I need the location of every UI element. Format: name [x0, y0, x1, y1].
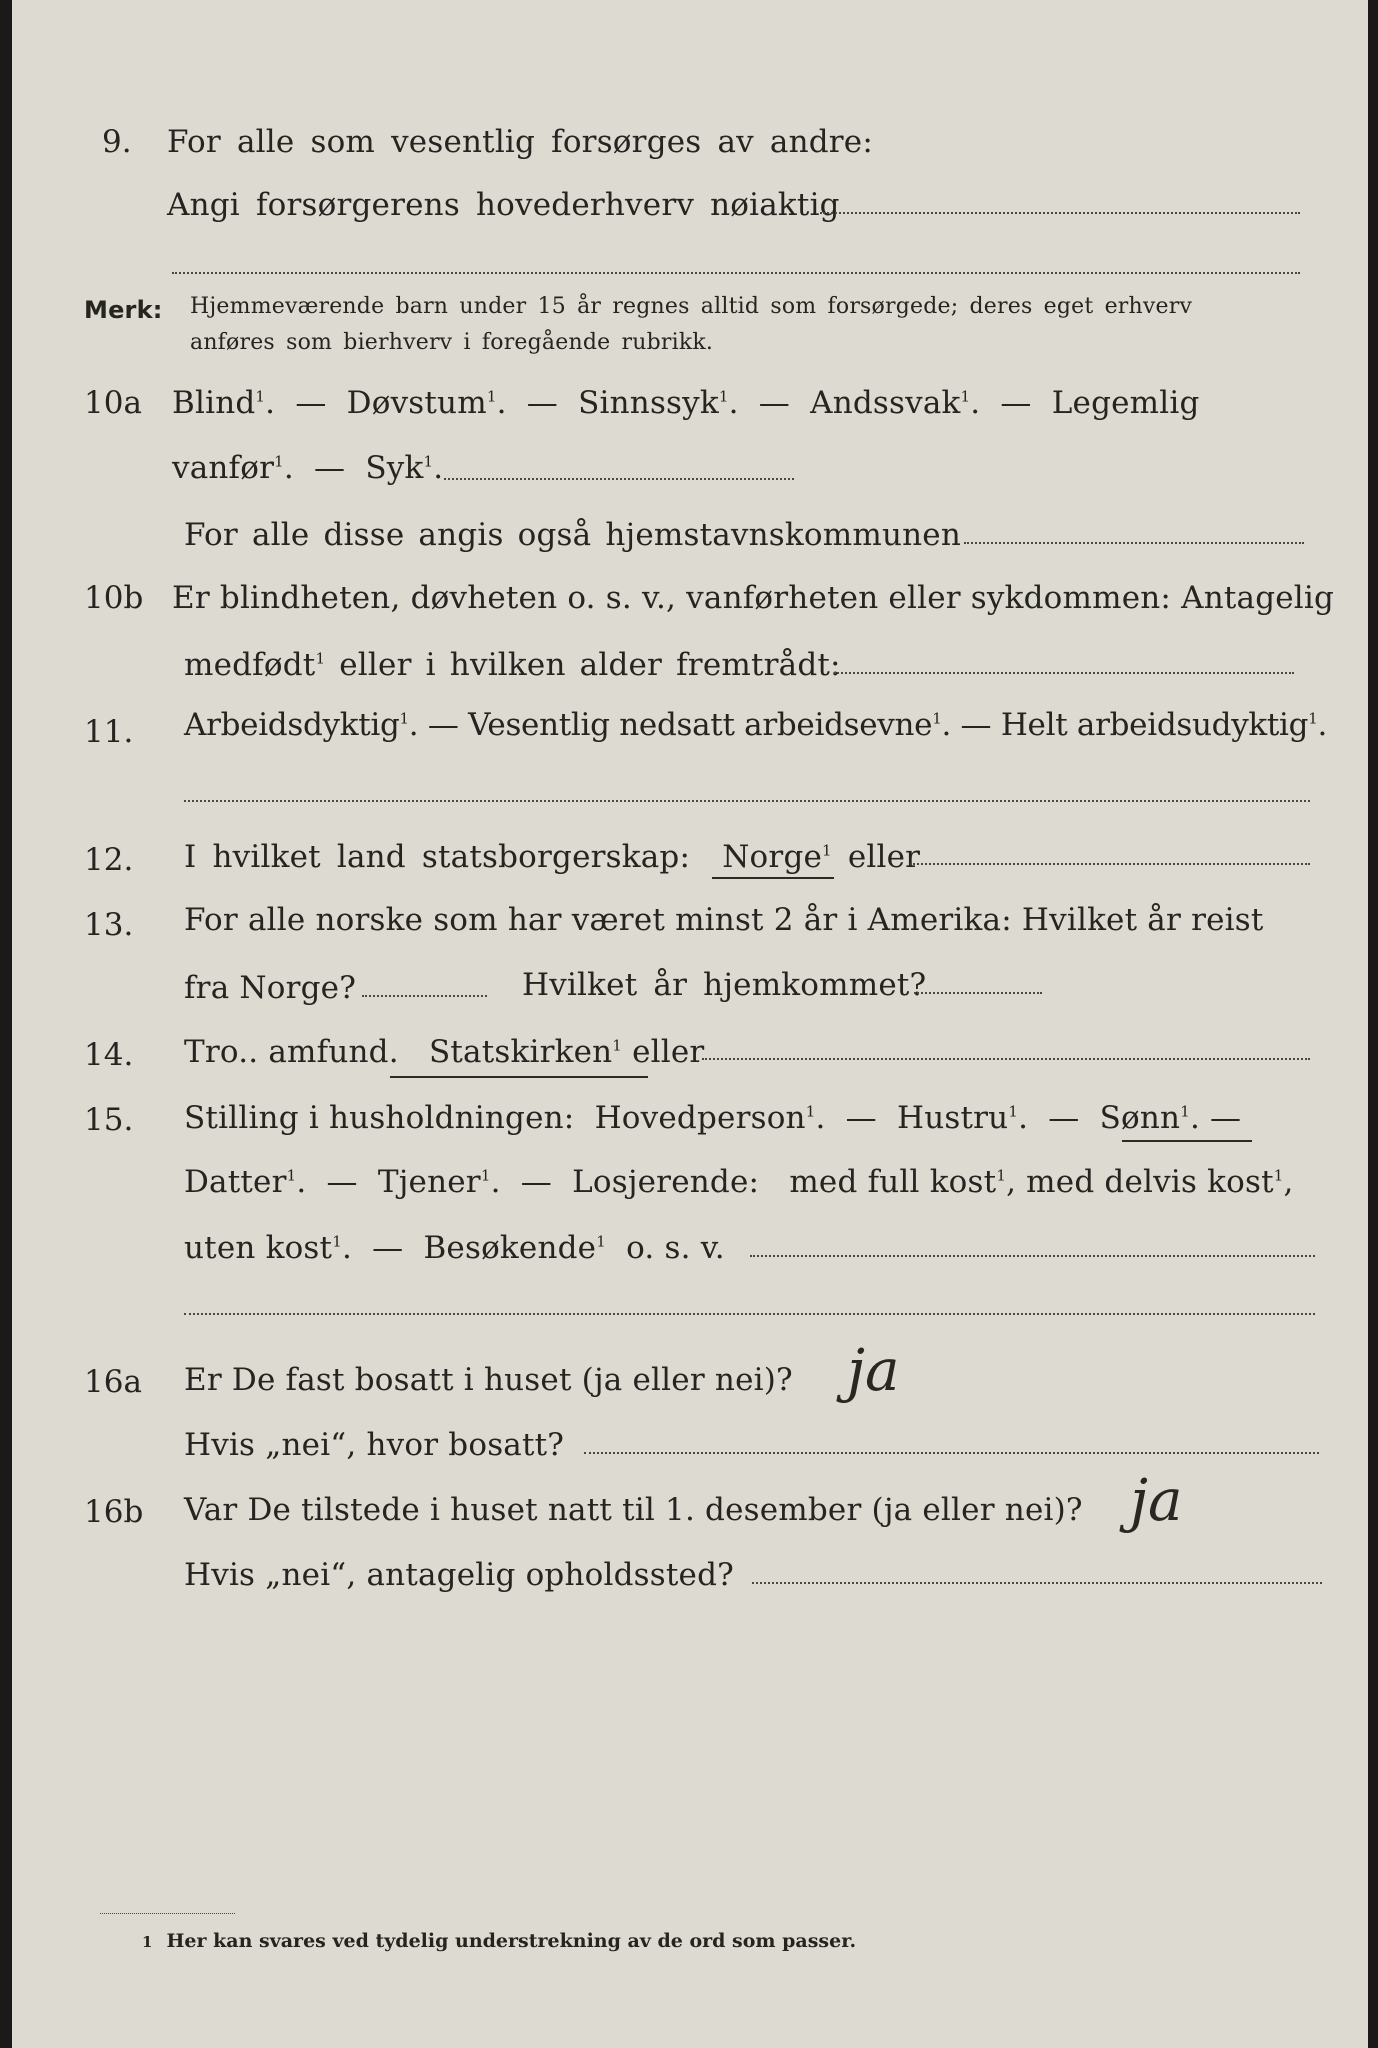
item-number-13: 13.	[84, 907, 134, 943]
item-number-9: 9.	[102, 124, 132, 160]
option-norge: Norge	[722, 839, 823, 875]
item-number-15: 15.	[84, 1102, 134, 1138]
answer-line	[184, 800, 1310, 802]
answer-line	[172, 272, 1300, 274]
footnote-text: Her kan svares ved tydelig understrekning av de ord som passer.	[166, 1930, 857, 1952]
q16a-line1: Er De fast bosatt i huset (ja eller nei)?	[184, 1362, 793, 1398]
answer-line	[362, 995, 487, 997]
answer-line	[820, 212, 1300, 214]
item-number-11: 11.	[84, 714, 134, 750]
q16b-line1: Var De tilstede i huset natt til 1. desember (ja eller nei)?	[184, 1492, 1083, 1528]
option-andssvak: Andssvak	[810, 385, 961, 421]
q10a-line1: Blind$^1$. — Døvstum$^1$. — Sinnssyk$^1$. — Andssvak$^1$. — Legemlig	[172, 385, 1200, 421]
option-medfodt: medfødt	[184, 647, 316, 683]
footnote	[142, 1928, 856, 1955]
option-arbeidsdyktig: Arbeidsdyktig	[184, 707, 400, 743]
merk-line1: Hjemmeværende barn under 15 år regnes alltid som forsørgede; deres eget erhverv	[190, 294, 1193, 319]
answer-line	[750, 1255, 1315, 1257]
item-number-16b: 16b	[84, 1494, 144, 1530]
option-besokende: Besøkende	[423, 1230, 597, 1266]
q10a-line2: vanfør$^1$. — Syk$^1$.	[172, 450, 444, 486]
q12-line: I hvilket land statsborgerskap: Norge$^1$ eller	[184, 839, 921, 875]
q16a-line2: Hvis „nei“, hvor bosatt?	[184, 1427, 565, 1463]
q13-line1: For alle norske som har været minst 2 år i Amerika: Hvilket år reist	[184, 902, 1264, 938]
underline-statskirken	[390, 1076, 648, 1078]
item-number-14: 14.	[84, 1037, 134, 1073]
option-delvis-kost: med delvis kost	[1026, 1164, 1274, 1200]
q13-line2a: fra Norge?	[184, 970, 357, 1006]
q15-line1: Stilling i husholdningen: Hovedperson$^1$. — Hustru$^1$. — Sønn$^1$. —	[184, 1100, 1242, 1136]
option-statskirken: Statskirken	[428, 1034, 613, 1070]
footnote-mark: 1	[142, 1933, 153, 1951]
option-hovedperson: Hovedperson	[594, 1100, 806, 1136]
answer-line	[834, 672, 1294, 674]
option-syk: Syk	[365, 450, 424, 486]
item-number-10b: 10b	[84, 580, 144, 616]
underline-norge	[712, 877, 834, 879]
footnote-rule	[100, 1913, 235, 1914]
option-tjener: Tjener	[377, 1164, 481, 1200]
answer-line	[910, 863, 1310, 865]
q14-line: Tro.. amfund. Statskirken$^1$ eller	[184, 1034, 705, 1070]
q15-line2: Datter$^1$. — Tjener$^1$. — Losjerende: med full kost$^1$, med delvis kost$^1$,	[184, 1164, 1294, 1200]
q9-line1: For alle som vesentlig forsørges av andre:	[167, 124, 873, 160]
item-number-16a: 16a	[84, 1364, 142, 1400]
handwritten-answer-16b: ja	[1130, 1466, 1183, 1534]
answer-line	[702, 1058, 1310, 1060]
q10b-line1: Er blindheten, døvheten o. s. v., vanførheten eller sykdommen: Antagelig	[172, 580, 1335, 616]
option-sinnssyk: Sinnssyk	[578, 385, 719, 421]
answer-line	[914, 992, 1042, 994]
underline-sonn	[1122, 1140, 1252, 1142]
q10a-line3: For alle disse angis også hjemstavnskommunen	[184, 517, 961, 553]
q16b-line2: Hvis „nei“, antagelig opholdssted?	[184, 1557, 734, 1593]
merk-label: Merk:	[84, 296, 163, 324]
answer-line	[752, 1582, 1322, 1584]
option-uten-kost: uten kost	[184, 1230, 333, 1266]
handwritten-answer-16a: ja	[847, 1336, 900, 1404]
q9-line2: Angi forsørgerens hovederhverv nøiaktig	[167, 187, 840, 223]
option-blind: Blind	[172, 385, 256, 421]
q13-line2b: Hvilket år hjemkommet?	[522, 967, 927, 1003]
option-vanfor: vanfør	[172, 450, 275, 486]
answer-line	[444, 478, 794, 480]
option-dovstum: Døvstum	[346, 385, 487, 421]
answer-line	[184, 1313, 1315, 1315]
item-number-10a: 10a	[84, 385, 142, 421]
option-hustru: Hustru	[896, 1100, 1009, 1136]
option-nedsatt: Vesentlig nedsatt arbeidsevne	[468, 707, 933, 743]
option-udyktig: Helt arbeidsudyktig	[1000, 707, 1309, 743]
census-form-page	[12, 0, 1368, 2048]
answer-line	[584, 1452, 1319, 1454]
q11-line1: Arbeidsdyktig$^1$. — Vesentlig nedsatt arbeidsevne$^1$. — Helt arbeidsudyktig$^1$.	[184, 707, 1328, 743]
answer-line	[964, 542, 1304, 544]
q15-line3: uten kost$^1$. — Besøkende$^1$ o. s. v.	[184, 1230, 725, 1266]
option-full-kost: med full kost	[789, 1164, 997, 1200]
item-number-12: 12.	[84, 842, 134, 878]
option-sonn: Sønn	[1099, 1100, 1181, 1136]
q10b-line2: medfødt$^1$ eller i hvilken alder fremtrådt:	[184, 647, 841, 683]
option-legemlig: Legemlig	[1051, 385, 1200, 421]
option-datter: Datter	[184, 1164, 287, 1200]
merk-line2: anføres som bierhverv i foregående rubrikk.	[190, 330, 714, 355]
